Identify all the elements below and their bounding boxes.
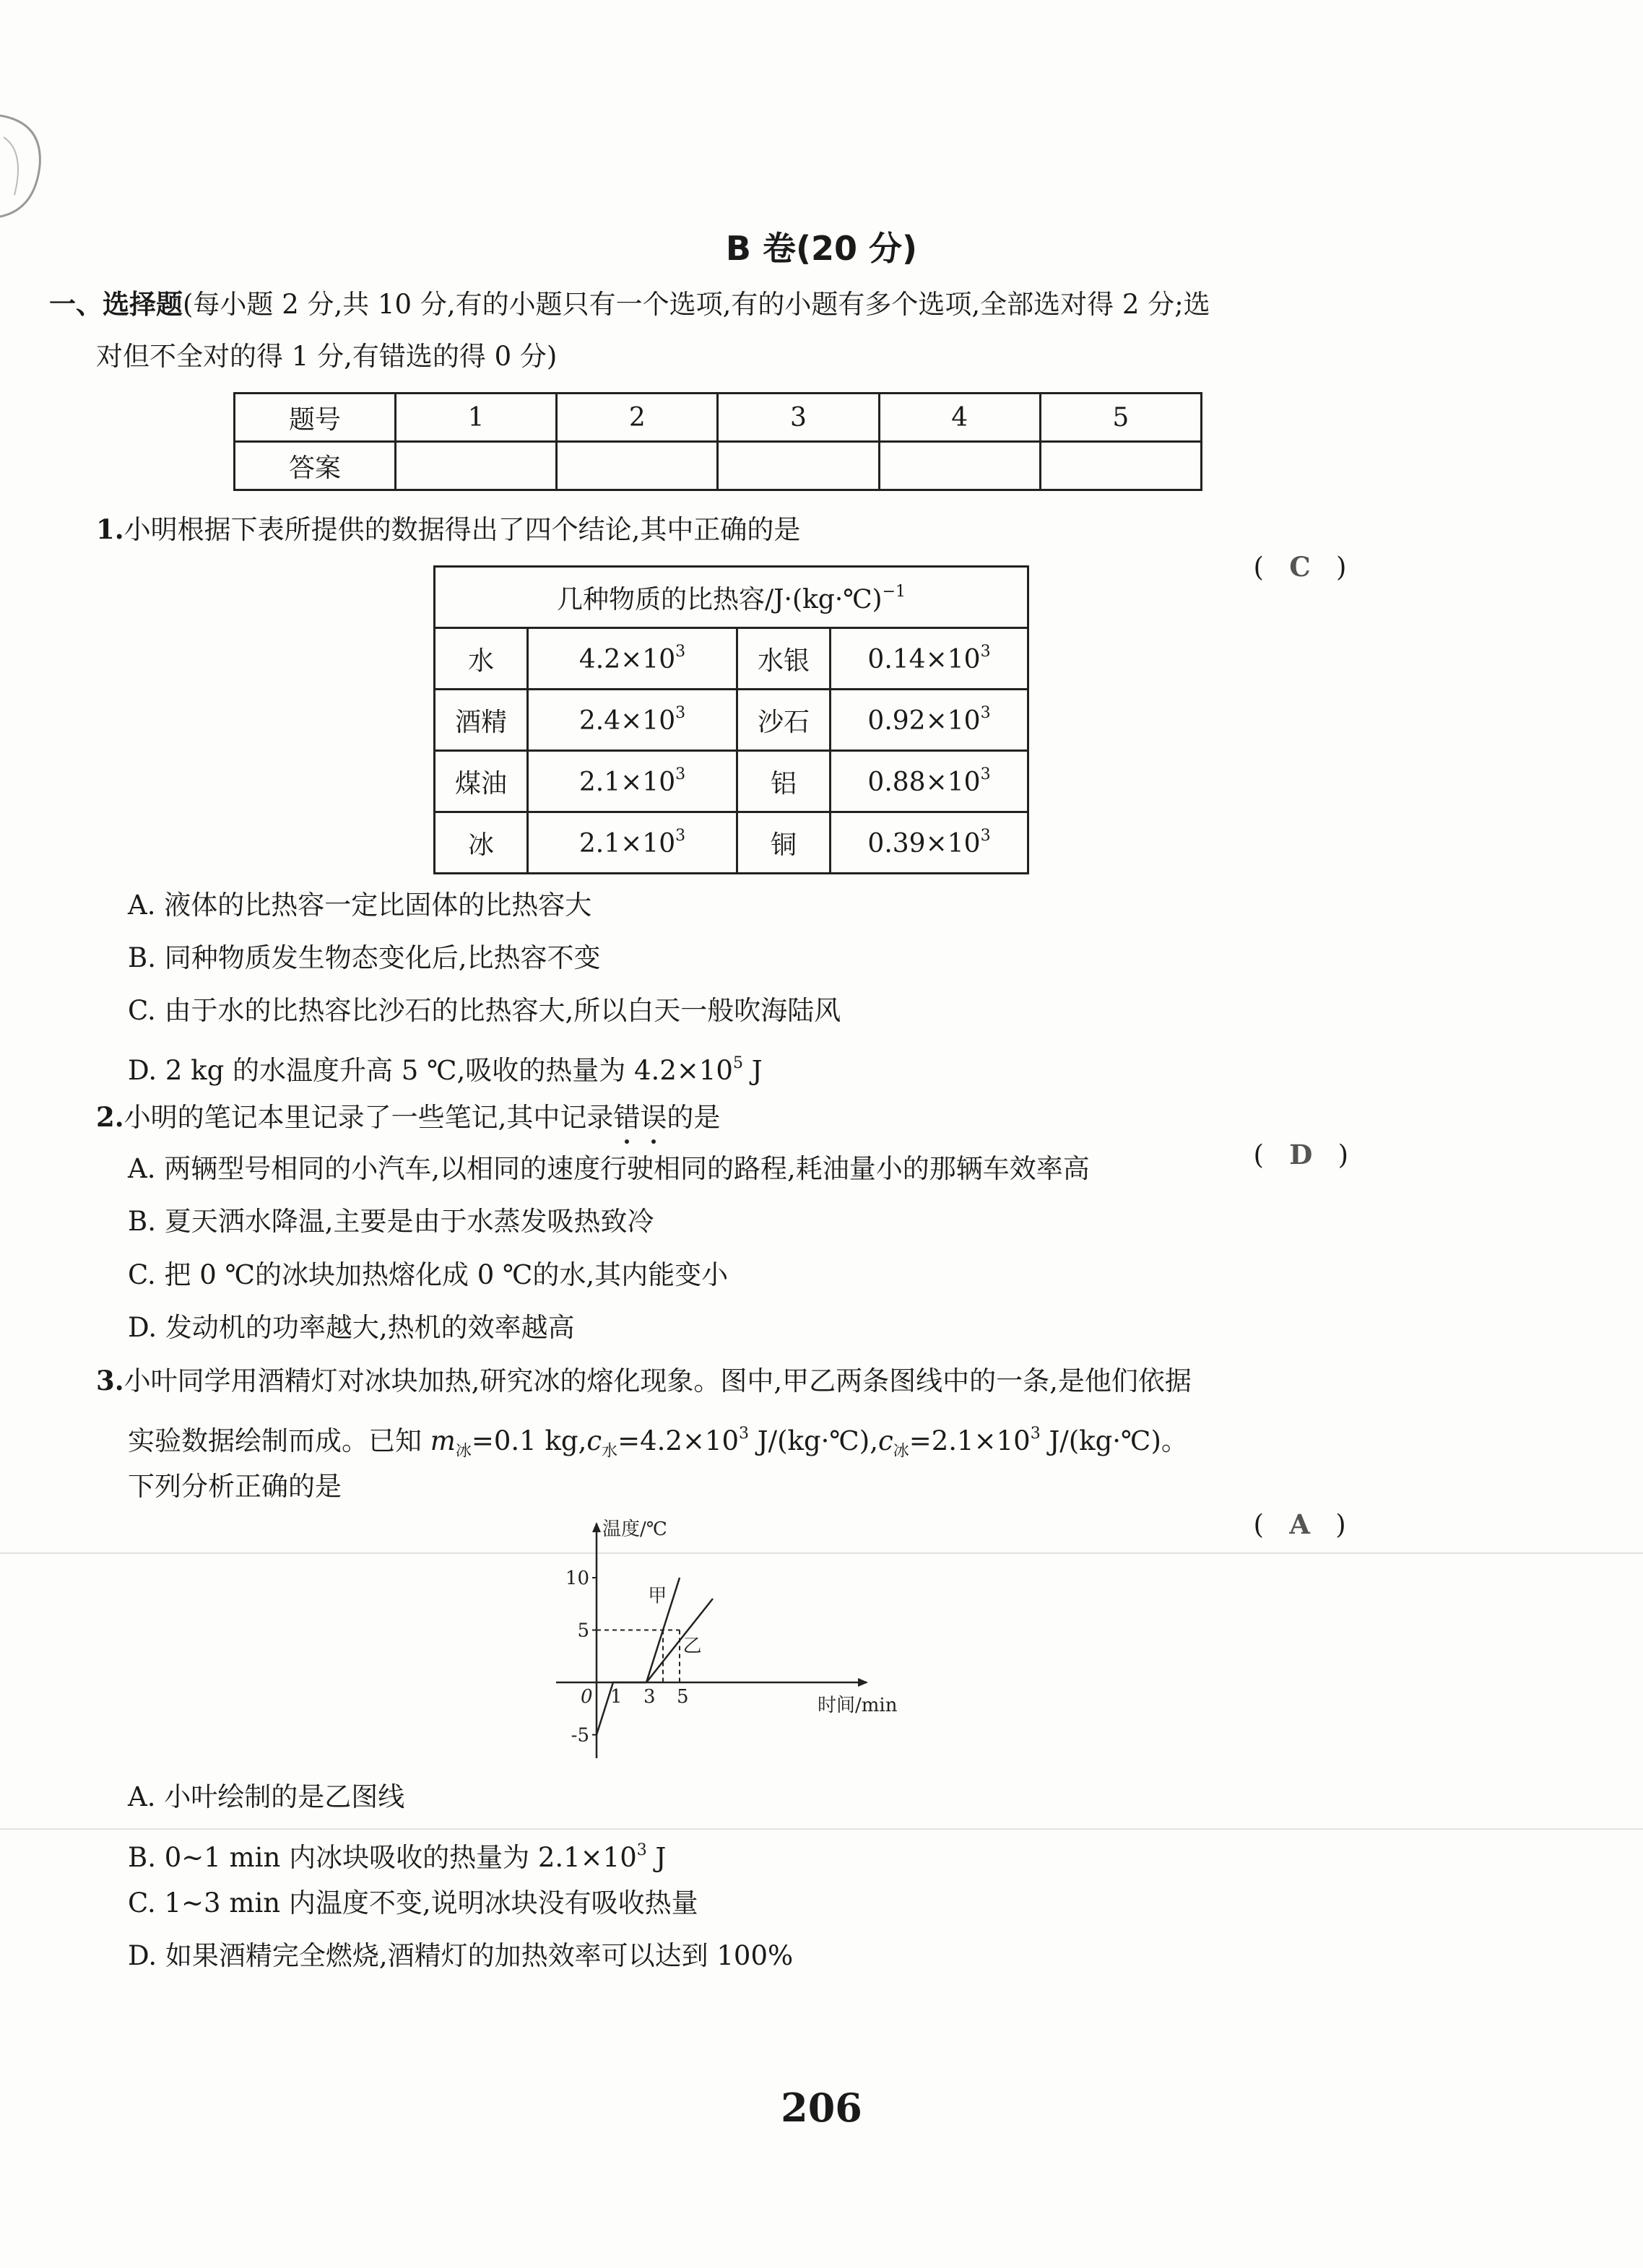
q2-option-b: B. 夏天洒水降温,主要是由于水蒸发吸热致冷	[128, 1206, 654, 1237]
q3-exp: 3	[739, 1425, 750, 1443]
instructions-line2: 对但不全对的得 1 分,有错选的得 0 分)	[96, 341, 558, 372]
q3-option-a: A. 小叶绘制的是乙图线	[128, 1781, 405, 1812]
q1-option-c: C. 由于水的比热容比沙石的比热容大,所以白天一般吹海陆风	[128, 995, 841, 1026]
q3-answer-paren	[1236, 1468, 1346, 1544]
material-cell: 水	[435, 628, 528, 690]
series-label-yi: 乙	[682, 1635, 702, 1657]
answer-table-number: 3	[718, 394, 879, 442]
q3-mass-symbol: m	[430, 1425, 456, 1456]
value-exp: 3	[980, 765, 991, 783]
value-text: 0.14×10	[867, 645, 981, 674]
q1-option-b: B. 同种物质发生物态变化后,比热容不变	[128, 942, 601, 973]
q2-option-d: D. 发动机的功率越大,热机的效率越高	[128, 1312, 575, 1343]
heat-table-row	[435, 812, 1028, 874]
answer-table-header: 题号	[235, 394, 396, 442]
q3-text: =0.1 kg,	[471, 1425, 587, 1456]
temperature-time-chart	[534, 1509, 939, 1769]
heat-table-row	[435, 690, 1028, 751]
answer-cell[interactable]	[396, 442, 557, 490]
answer-table-number: 1	[396, 394, 557, 442]
value-cell	[831, 628, 1028, 690]
specific-heat-table	[433, 565, 1029, 874]
answer-table-row-answers	[235, 442, 1202, 490]
q3-sub: 冰	[893, 1442, 909, 1461]
value-exp: 3	[675, 827, 686, 845]
q2-option-a: A. 两辆型号相同的小汽车,以相同的速度行驶相同的路程,耗油量小的那辆车效率高	[128, 1153, 1090, 1184]
value-cell	[831, 751, 1028, 812]
y-axis-label: 温度/℃	[602, 1518, 667, 1540]
value-exp: 3	[675, 765, 686, 783]
q3-number: 3.	[96, 1365, 124, 1396]
q3-option-c: C. 1~3 min 内温度不变,说明冰块没有吸收热量	[128, 1887, 698, 1919]
value-exp: 3	[980, 643, 991, 661]
paren-close: )	[1335, 1509, 1346, 1540]
heat-table-title	[435, 567, 1028, 628]
x-axis-label: 时间/min	[818, 1695, 898, 1716]
paren-open: (	[1253, 1139, 1264, 1170]
instructions-heading: 一、选择题	[49, 288, 183, 320]
q2-emphasis: 误	[640, 1099, 667, 1137]
y-tick-label: -5	[571, 1724, 589, 1747]
value-cell	[528, 812, 737, 874]
x-tick-label: 1	[610, 1686, 623, 1708]
q3-line1	[96, 1362, 1192, 1400]
value-cell	[831, 690, 1028, 751]
x-tick-label: 3	[643, 1686, 656, 1708]
q1-stem	[96, 510, 800, 549]
answer-table-number: 4	[879, 394, 1040, 442]
q3-answer: A	[1289, 1508, 1310, 1540]
q3-exp: 3	[1030, 1425, 1041, 1443]
value-exp: 3	[675, 643, 686, 661]
q1-option-d-unit: J	[742, 1055, 763, 1086]
q3-option-b-unit: J	[646, 1842, 667, 1873]
value-cell	[831, 812, 1028, 874]
heat-table-title-sup: −1	[882, 582, 906, 601]
q1-option-d	[128, 1045, 763, 1090]
answer-cell[interactable]	[557, 442, 718, 490]
answer-table-header: 答案	[235, 442, 396, 490]
q1-option-d-sup: 5	[732, 1054, 743, 1072]
material-cell: 铝	[737, 751, 831, 812]
q3-c-symbol: c	[878, 1425, 893, 1456]
q3-option-b-sup: 3	[636, 1841, 647, 1859]
heat-table-row	[435, 751, 1028, 812]
paren-close: )	[1338, 1139, 1349, 1170]
value-cell	[528, 690, 737, 751]
q3-sub: 水	[602, 1442, 618, 1461]
x-tick-label: 5	[677, 1686, 689, 1708]
instructions	[49, 285, 1210, 323]
value-text: 2.1×10	[578, 768, 676, 797]
value-cell	[528, 751, 737, 812]
answer-table	[233, 392, 1202, 491]
q3-text: J/(kg·℃),	[749, 1425, 878, 1456]
q2-answer-paren	[1236, 1098, 1348, 1174]
q3-option-b	[128, 1832, 666, 1877]
q1-stem-text: 小明根据下表所提供的数据得出了四个结论,其中正确的是	[123, 514, 801, 545]
y-tick-label: 10	[565, 1568, 589, 1589]
material-cell: 沙石	[737, 690, 831, 751]
divider-line	[0, 1828, 1643, 1830]
q2-stem-pre: 小明的笔记本里记录了一些笔记,其中记录	[123, 1102, 614, 1133]
q2-emphasis: 错	[613, 1099, 640, 1137]
q3-text: J/(kg·℃)。	[1040, 1425, 1188, 1456]
answer-cell[interactable]	[879, 442, 1040, 490]
q2-answer: D	[1289, 1139, 1313, 1170]
q2-option-c: C. 把 0 ℃的冰块加热熔化成 0 ℃的水,其内能变小	[128, 1259, 729, 1290]
q3-sub: 冰	[455, 1442, 472, 1461]
q3-c-symbol: c	[586, 1425, 602, 1456]
paren-close: )	[1336, 552, 1347, 583]
q3-line3: 下列分析正确的是	[128, 1471, 342, 1502]
q3-option-b-text: B. 0~1 min 内冰块吸收的热量为 2.1×10	[128, 1842, 637, 1873]
heat-table-row	[435, 628, 1028, 690]
paren-open: (	[1253, 1509, 1264, 1540]
corner-stamp	[0, 108, 51, 224]
q3-option-d: D. 如果酒精完全燃烧,酒精灯的加热效率可以达到 100%	[128, 1940, 794, 1971]
value-text: 0.92×10	[867, 706, 981, 736]
q1-option-d-text: D. 2 kg 的水温度升高 5 ℃,吸收的热量为 4.2×10	[128, 1055, 733, 1086]
value-text: 0.39×10	[867, 829, 981, 859]
answer-cell[interactable]	[1040, 442, 1201, 490]
value-exp: 3	[980, 827, 991, 845]
value-text: 2.1×10	[578, 829, 676, 859]
value-text: 2.4×10	[578, 706, 676, 736]
answer-table-number: 5	[1040, 394, 1201, 442]
value-text: 0.88×10	[867, 768, 981, 797]
q2-number: 2.	[96, 1101, 124, 1133]
material-cell: 铜	[737, 812, 831, 874]
q3-text: =2.1×10	[909, 1425, 1031, 1456]
value-cell	[528, 628, 737, 690]
paren-open: (	[1253, 552, 1264, 583]
answer-cell[interactable]	[718, 442, 879, 490]
q1-number: 1.	[96, 513, 124, 545]
material-cell: 水银	[737, 628, 831, 690]
q3-line2	[128, 1415, 1188, 1470]
answer-table-number: 2	[557, 394, 718, 442]
material-cell: 煤油	[435, 751, 528, 812]
page-number: 206	[781, 2085, 862, 2131]
material-cell: 酒精	[435, 690, 528, 751]
instructions-line1: (每小题 2 分,共 10 分,有的小题只有一个选项,有的小题有多个选项,全部选对得 2 分;选	[183, 289, 1210, 320]
origin-label: 0	[581, 1686, 593, 1708]
q3-text: 实验数据绘制而成。已知	[128, 1425, 430, 1456]
q3-text: =4.2×10	[617, 1425, 740, 1456]
series-label-jia: 甲	[648, 1585, 667, 1607]
section-title: B 卷(20 分)	[725, 229, 918, 268]
heat-table-title-text: 几种物质的比热容/J·(kg·℃)	[556, 584, 883, 614]
answer-table-row-numbers	[235, 394, 1202, 442]
q3-line1-text: 小叶同学用酒精灯对冰块加热,研究冰的熔化现象。图中,甲乙两条图线中的一条,是他们依据	[123, 1365, 1192, 1396]
q2-stem-post: 的是	[667, 1102, 721, 1133]
q1-option-a: A. 液体的比热容一定比固体的比热容大	[128, 890, 592, 921]
value-text: 4.2×10	[578, 645, 676, 674]
heat-table-title-row	[435, 567, 1028, 628]
q2-stem	[96, 1098, 720, 1137]
material-cell: 冰	[435, 812, 528, 874]
q1-answer: C	[1289, 551, 1311, 583]
value-exp: 3	[675, 704, 686, 722]
value-exp: 3	[980, 704, 991, 722]
q1-answer-paren	[1236, 510, 1346, 586]
y-tick-label: 5	[577, 1620, 589, 1642]
